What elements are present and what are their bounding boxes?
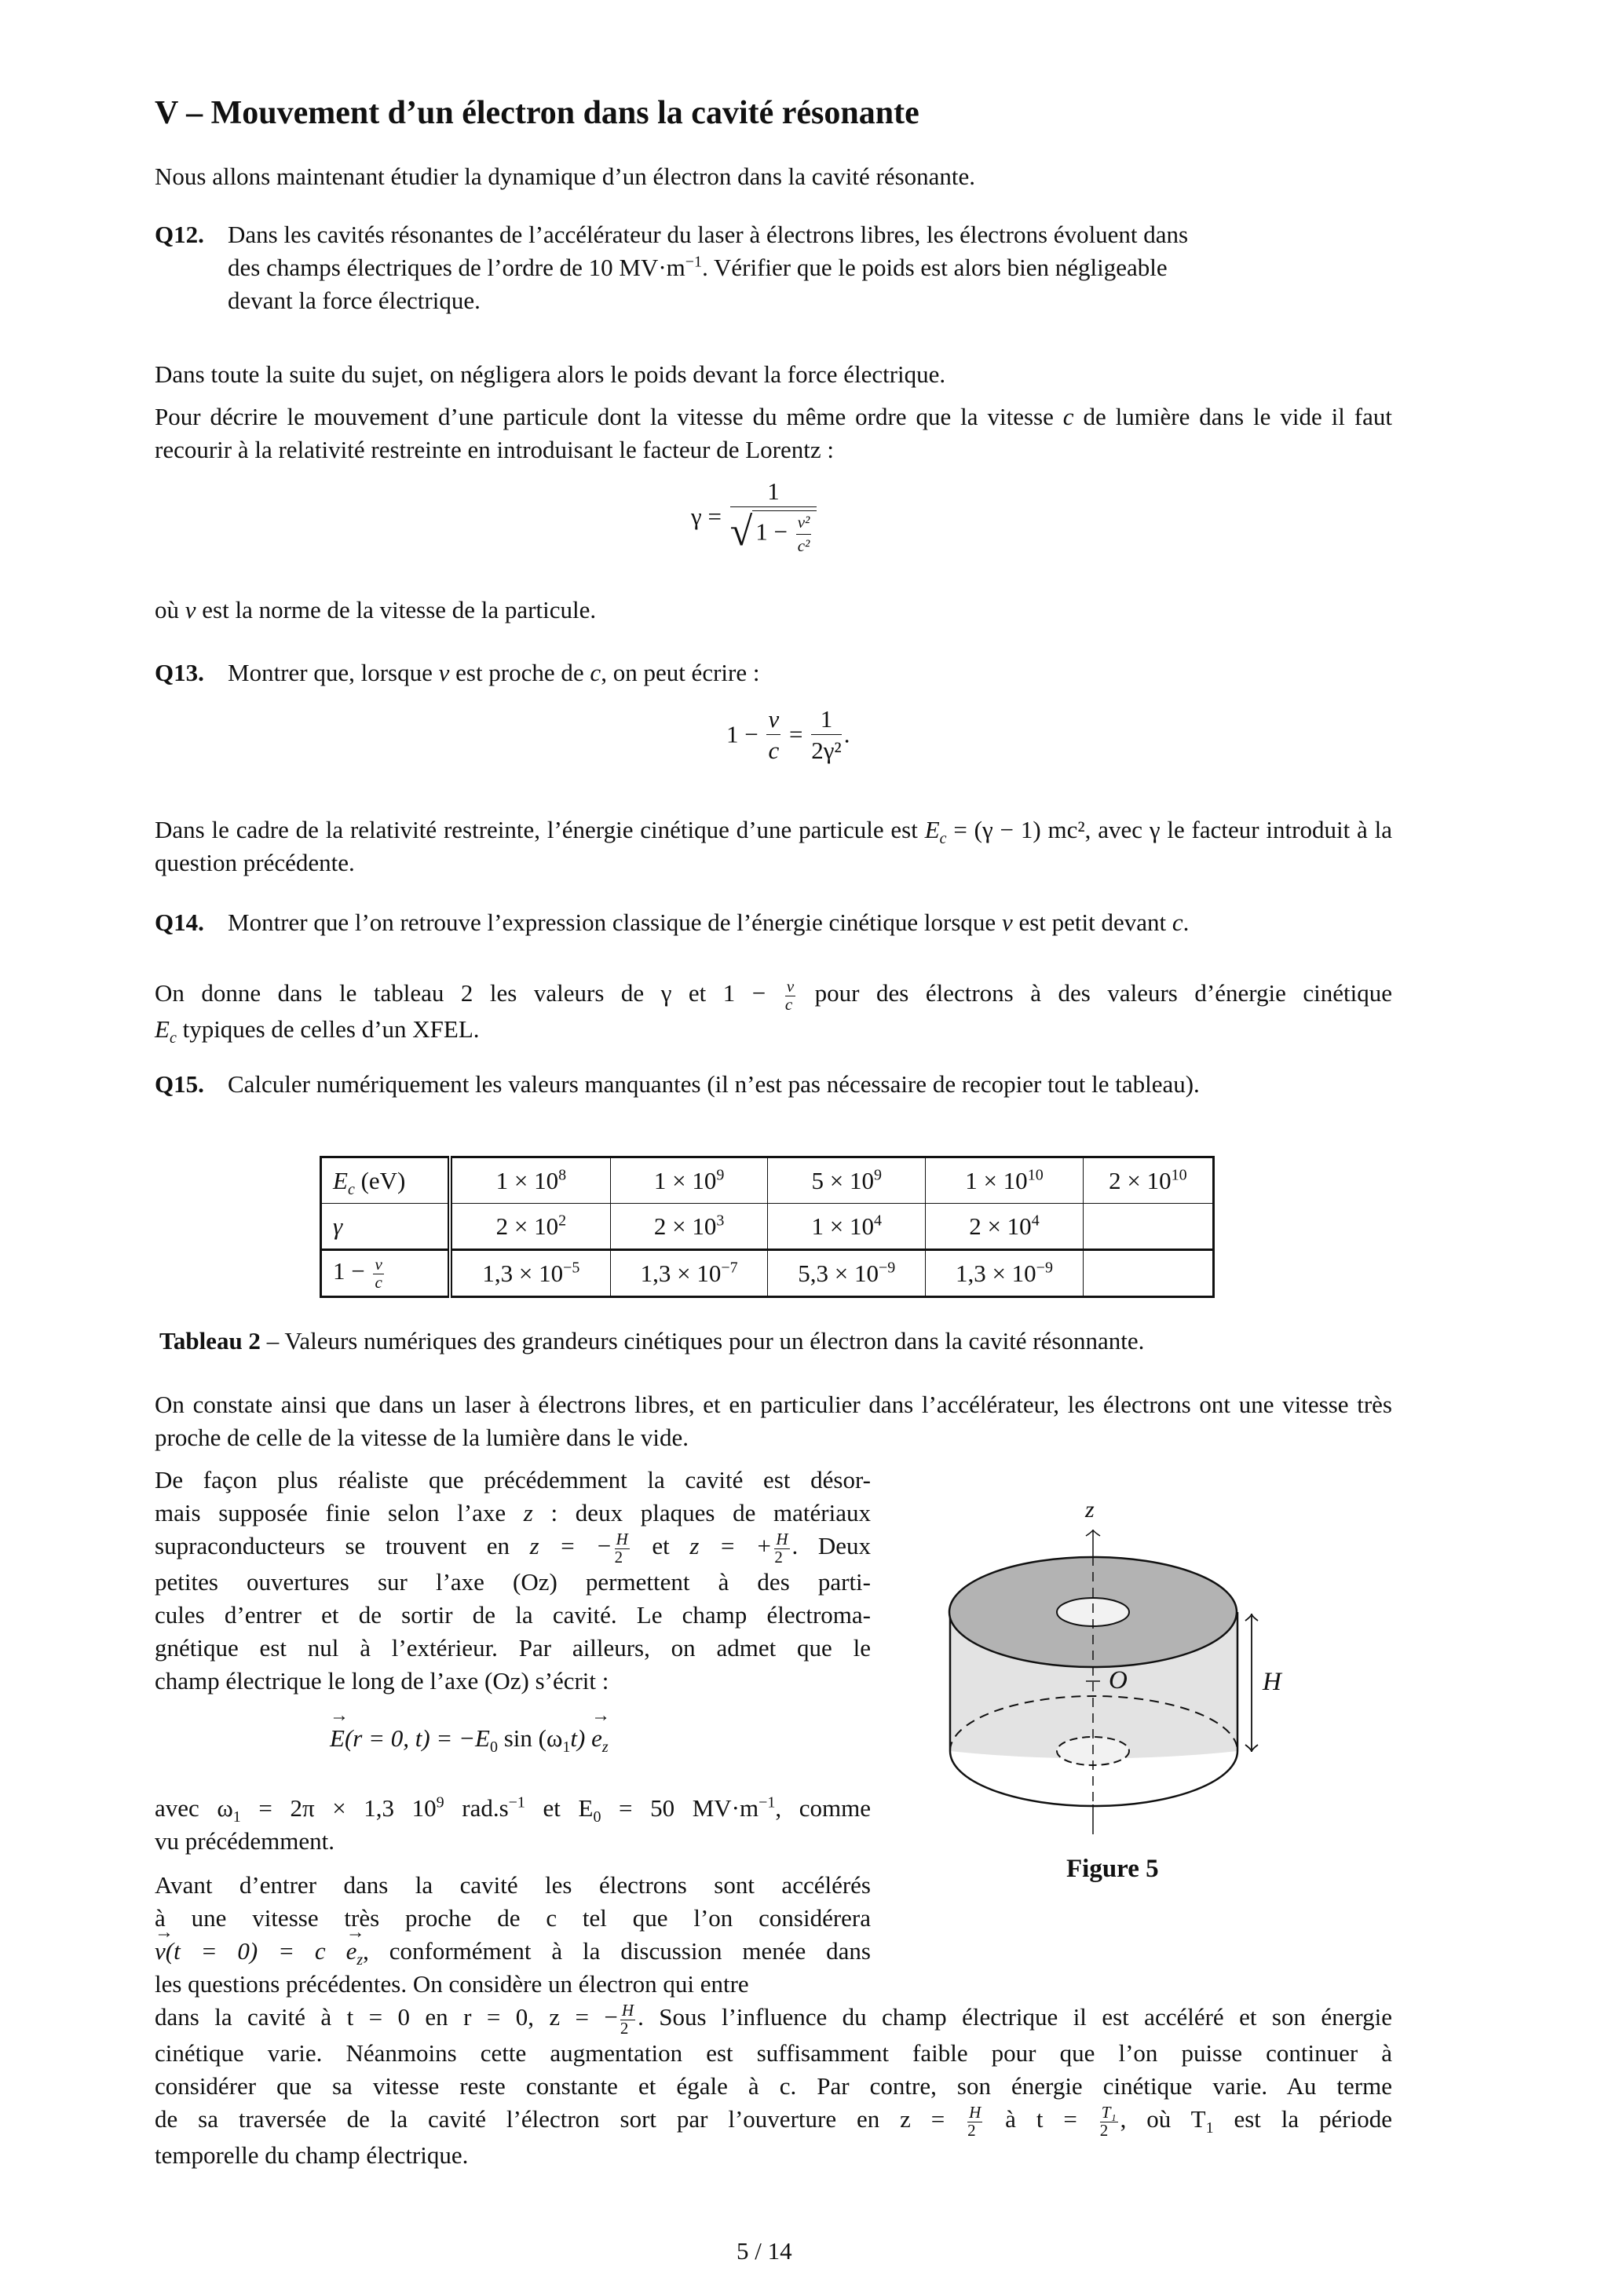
text: 1 − bbox=[726, 720, 758, 748]
table-row bbox=[321, 1204, 1214, 1250]
text-line: cules d’entrer et de sortir de la cavité. Le champ électroma- bbox=[155, 1600, 871, 1629]
question-label: Q12. bbox=[155, 221, 204, 248]
axis-label-z: z bbox=[1085, 1497, 1095, 1523]
var-c: c bbox=[590, 659, 601, 686]
text: est la norme de la vitesse de la particule. bbox=[196, 596, 597, 623]
table-cell-empty bbox=[1083, 1250, 1213, 1297]
table-row bbox=[321, 1157, 1214, 1204]
table-2 bbox=[320, 1156, 1215, 1298]
denominator: c bbox=[768, 737, 780, 764]
text: et bbox=[631, 1532, 690, 1559]
subscript: z bbox=[356, 1951, 364, 1969]
vector-E: → E bbox=[330, 1724, 345, 1753]
formula: (r = 0, t) = −E bbox=[344, 1724, 490, 1752]
formula: (t = 0) = c bbox=[165, 1937, 346, 1965]
text: , avec γ le facteur introduit à la question précédente. bbox=[155, 816, 1392, 876]
var-E: E bbox=[924, 816, 940, 843]
v-norm-paragraph bbox=[155, 594, 596, 627]
caption-text: – Valeurs numériques des grandeurs cinétiques pour un électron dans la cavité résonnante. bbox=[260, 1327, 1145, 1355]
text-line: cinétique varie. Néanmoins cette augmentation est suffisamment faible pour que l’on puisse continuer à bbox=[155, 2038, 1392, 2067]
question-q14 bbox=[155, 906, 1189, 939]
figure-caption: Figure 5 bbox=[1066, 1855, 1159, 1883]
vector-e: → e bbox=[591, 1724, 602, 1753]
var-c: c bbox=[1172, 909, 1183, 936]
text: , conformément à la discussion menée dans bbox=[363, 1937, 871, 1965]
subscript: c bbox=[169, 1029, 177, 1047]
section-title: V – Mouvement d’un électron dans la cavité résonante bbox=[155, 95, 919, 131]
text: est petit devant bbox=[1012, 909, 1172, 936]
period: . bbox=[843, 720, 850, 748]
text-line: petites ouvertures sur l’axe (Oz) permettent à des parti- bbox=[155, 1567, 871, 1596]
table-cell: $2 \times 10^{10}$ bbox=[1083, 1157, 1213, 1204]
numerator: T₁ bbox=[1101, 2102, 1117, 2122]
var-v: v bbox=[1001, 909, 1013, 936]
text: , où T bbox=[1120, 2104, 1206, 2133]
text: . Sous l’influence du champ électrique il est accéléré et son énergie bbox=[638, 2003, 1392, 2031]
lorentz-factor-equation bbox=[691, 479, 819, 554]
var-E: E bbox=[155, 1015, 170, 1043]
q12-line-2 bbox=[228, 251, 1392, 284]
text: est la période bbox=[1213, 2104, 1392, 2133]
table-cell: $1 \times 10^{10}$ bbox=[926, 1157, 1084, 1204]
numerator: H bbox=[616, 1529, 628, 1548]
text: = 2π × 1,3 10 bbox=[240, 1794, 437, 1822]
text: de lumière dans le vide il faut recourir à la relativité restreinte en introduisant le facteur de Lorentz : bbox=[155, 403, 1392, 463]
question-q15 bbox=[155, 1068, 1200, 1101]
text: rad.s bbox=[444, 1794, 509, 1822]
cavity-diagram bbox=[927, 1492, 1366, 1885]
question-q12 bbox=[155, 218, 1392, 317]
denominator bbox=[730, 507, 817, 554]
subscript: 1 bbox=[232, 1808, 241, 1826]
denominator: 2 bbox=[1099, 2120, 1109, 2140]
denominator: 2 bbox=[614, 1547, 623, 1567]
row-header bbox=[321, 1204, 451, 1250]
figure-5 bbox=[927, 1492, 1366, 1947]
subscript: 0 bbox=[593, 1808, 601, 1826]
text: typiques de celles d’un XFEL. bbox=[176, 1015, 480, 1043]
text: On donne dans le tableau 2 les valeurs de γ et 1 − bbox=[155, 979, 783, 1007]
q12-text: . Vérifier que le poids est alors bien négligeable bbox=[702, 254, 1168, 281]
electric-field-equation bbox=[330, 1724, 609, 1757]
q12-line-3: devant la force électrique. bbox=[228, 287, 481, 314]
text-line: champ électrique le long de l’axe (Oz) s’écrit : bbox=[155, 1666, 609, 1695]
text-line: à une vitesse très proche de c tel que l’on considérera bbox=[155, 1904, 871, 1932]
neglect-paragraph: Dans toute la suite du sujet, on négligera alors le poids devant la force électrique. bbox=[155, 360, 946, 388]
text-line: gnétique est nul à l’extérieur. Par ailleurs, on admet que le bbox=[155, 1633, 871, 1662]
cavity-paragraph bbox=[155, 1464, 871, 1698]
q12-exponent: −1 bbox=[685, 253, 703, 271]
subscript: c bbox=[939, 830, 947, 848]
formula: z = + bbox=[689, 1532, 773, 1559]
text: dans la cavité à t = 0 en r = 0, z = − bbox=[155, 2003, 618, 2031]
vector-v: → v bbox=[155, 1935, 166, 1968]
origin-label-O: O bbox=[1109, 1666, 1128, 1695]
subscript: 1 bbox=[1205, 2119, 1214, 2137]
subscript: z bbox=[601, 1738, 609, 1757]
denominator: c bbox=[784, 994, 793, 1014]
exponent: 9 bbox=[436, 1793, 444, 1812]
text: Calculer numériquement les valeurs manquantes (il n’est pas nécessaire de recopier tout le tableau). bbox=[228, 1070, 1200, 1098]
numerator: 1 bbox=[730, 479, 817, 507]
table-caption bbox=[159, 1327, 1144, 1355]
equals: = bbox=[789, 720, 803, 748]
text: 1 − bbox=[755, 517, 788, 546]
question-q13 bbox=[155, 656, 759, 689]
table-cell: $1,3 \times 10^{-9}$ bbox=[926, 1250, 1084, 1297]
table-cell: $1,3 \times 10^{-5}$ bbox=[450, 1250, 610, 1297]
numerator: v² bbox=[797, 513, 810, 532]
table-cell: $1 \times 10^9$ bbox=[610, 1157, 768, 1204]
text-line: les questions précédentes. On considère un électron qui entre bbox=[155, 1970, 749, 1998]
text: Pour décrire le mouvement d’une particule dont la vitesse du même ordre que la vitesse bbox=[155, 403, 1063, 430]
denominator: 2 bbox=[967, 2120, 976, 2140]
formula: t) bbox=[570, 1724, 592, 1752]
text: . Deux bbox=[791, 1532, 872, 1559]
caption-label: Tableau 2 bbox=[159, 1327, 261, 1355]
text: avec ω bbox=[155, 1794, 233, 1822]
question-label: Q15. bbox=[155, 1070, 204, 1098]
text: à t = bbox=[985, 2104, 1098, 2133]
table-cell: $1 \times 10^8$ bbox=[450, 1157, 610, 1204]
gamma-symbol: γ bbox=[333, 1212, 343, 1240]
text: Dans le cadre de la relativité restreinte, l’énergie cinétique d’une particule est bbox=[155, 816, 925, 843]
var-c: c bbox=[1062, 403, 1074, 430]
row-header: $E_c$ (eV) bbox=[321, 1157, 451, 1204]
denominator: 2γ² bbox=[811, 737, 842, 764]
table-cell: $5 \times 10^9$ bbox=[768, 1157, 926, 1204]
text: pour des électrons à des valeurs d’énergie cinétique bbox=[798, 979, 1392, 1007]
text-line: vu précédemment. bbox=[155, 1827, 334, 1855]
denominator: 2 bbox=[620, 2018, 629, 2038]
numerator: H bbox=[969, 2102, 981, 2122]
table-row bbox=[321, 1250, 1214, 1297]
formula: z = − bbox=[529, 1532, 612, 1559]
text: . bbox=[1183, 909, 1190, 936]
subscript: 1 bbox=[562, 1738, 571, 1757]
table-cell: $2 \times 10^2$ bbox=[450, 1204, 610, 1250]
formula: sin (ω bbox=[497, 1724, 563, 1752]
q13-equation bbox=[726, 707, 850, 762]
text-line: temporelle du champ électrique. bbox=[155, 2141, 469, 2169]
table-cell: $1 \times 10^4$ bbox=[768, 1204, 926, 1250]
text: mais supposée finie selon l’axe bbox=[155, 1499, 524, 1526]
text: supraconducteurs se trouvent en bbox=[155, 1532, 530, 1559]
intro-paragraph: Nous allons maintenant étudier la dynamique d’un électron dans la cavité résonante. bbox=[155, 163, 976, 190]
var-v: v bbox=[438, 659, 450, 686]
var-z: z bbox=[523, 1499, 533, 1526]
fraction bbox=[730, 479, 817, 554]
table-cell: $5,3 \times 10^{-9}$ bbox=[768, 1250, 926, 1297]
sqrt-sign: √ 1 − $\frac{\text{v²}}{\text{c²}}$ bbox=[730, 510, 817, 554]
q12-line-1: Dans les cavités résonantes de l’accélérateur du laser à électrons libres, les électrons évoluent dans bbox=[228, 221, 1189, 248]
text-line: considérer que sa vitesse reste constante et égale à c. Par contre, son énergie cinétique varie. Au terme bbox=[155, 2071, 1392, 2100]
denominator: 2 bbox=[774, 1547, 783, 1567]
numerator: 1 bbox=[811, 707, 842, 735]
text: Montrer que l’on retrouve l’expression classique de l’énergie cinétique lorsque bbox=[228, 909, 1002, 936]
var-v: v bbox=[185, 596, 196, 623]
exponent: −1 bbox=[508, 1793, 525, 1812]
table-cell: $1,3 \times 10^{-7}$ bbox=[610, 1250, 768, 1297]
question-label: Q13. bbox=[155, 659, 204, 686]
text: , on peut écrire : bbox=[601, 659, 760, 686]
vector-e: → e bbox=[346, 1935, 357, 1968]
text-line: Avant d’entrer dans la cavité les électrons sont accélérés bbox=[155, 1871, 871, 1899]
text: où bbox=[155, 596, 185, 623]
text: de sa traversée de la cavité l’électron sort par l’ouverture en z = bbox=[155, 2104, 966, 2133]
height-label-H: H bbox=[1263, 1668, 1281, 1696]
text: , comme bbox=[775, 1794, 871, 1822]
eq-lhs: γ = bbox=[691, 503, 722, 530]
question-label: Q14. bbox=[155, 909, 204, 936]
page-number: 5 / 14 bbox=[737, 2237, 792, 2265]
q12-text: des champs électriques de l’ordre de 10 MV·m bbox=[228, 254, 685, 281]
kinetic-energy-paragraph bbox=[155, 813, 1392, 879]
exponent: −1 bbox=[758, 1793, 776, 1812]
text: et E bbox=[525, 1794, 594, 1822]
table-cell-empty bbox=[1083, 1204, 1213, 1250]
numerator: v bbox=[768, 705, 780, 733]
text: Montrer que, lorsque bbox=[228, 659, 439, 686]
formula: = (γ − 1) mc² bbox=[946, 816, 1085, 843]
text-line: De façon plus réaliste que précédemment la cavité est désor- bbox=[155, 1466, 871, 1493]
numerator: H bbox=[621, 2000, 634, 2020]
subscript: 0 bbox=[489, 1738, 498, 1757]
text: = 50 MV·m bbox=[601, 1794, 759, 1822]
text: : deux plaques de matériaux bbox=[532, 1499, 871, 1526]
denominator: c² bbox=[797, 536, 810, 555]
numerator: v bbox=[786, 976, 795, 996]
conclusion-paragraph: On constate ainsi que dans un laser à électrons libres, et en particulier dans l’accélérateur, les électrons ont une vitesse très proche de celle de la vitesse de la lumière dans le vide. bbox=[155, 1391, 1392, 1451]
text: est proche de bbox=[449, 659, 590, 686]
row-header: 1 − $\frac{v}{c}$ bbox=[321, 1250, 451, 1297]
numerator: H bbox=[776, 1529, 788, 1548]
table-cell: $2 \times 10^3$ bbox=[610, 1204, 768, 1250]
table-intro-paragraph bbox=[155, 977, 1392, 1046]
table-cell: $2 \times 10^4$ bbox=[926, 1204, 1084, 1250]
omega-paragraph bbox=[155, 1792, 871, 1858]
lorentz-paragraph bbox=[155, 400, 1392, 466]
